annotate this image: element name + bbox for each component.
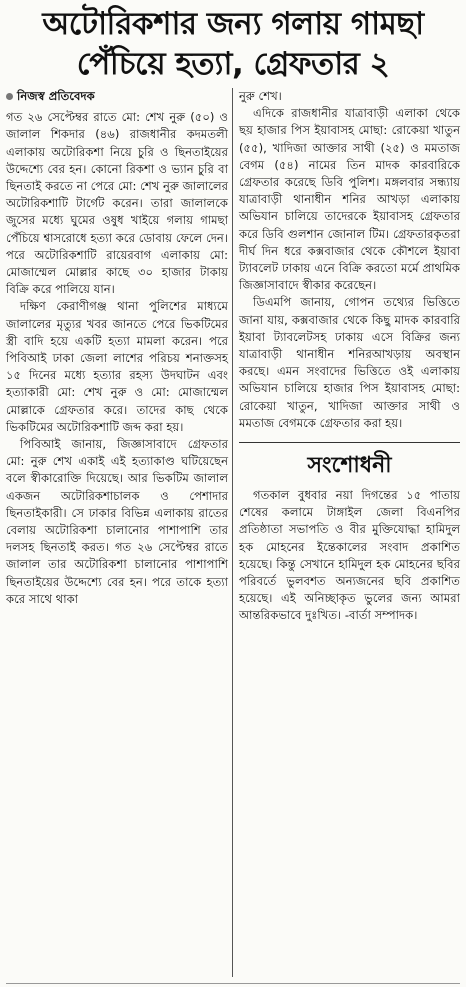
- bottom-rule: [6, 983, 460, 984]
- article-paragraph-1: গত ২৬ সেপ্টেম্বর রাতে মো: শেখ নুরু (৫০) ও জালাল শিকদার (৪৬) রাজধানীর কদমতলী এলাকায় অটোরিকশা নিয়ে চুরি ও ছিনতাইয়ের উদ্দেশ্যে বের হন। কোনো রিকশা ও ভ্যান চুরি বা ছিনতাই করতে না পেরে মো: শেখ নুরু জালালের অটোরিকশাটি টার্গেট করেন। তারা জালালকে জুসের মধ্যে ঘুমের ওষুধ খাইয়ে গলায় গামছা পেঁচিয়ে শ্বাসরোধে হত্যা করে ডোবায় ফেলে দেন। পরে অটোরিকশাটি রায়েরবাগ এলাকায় মো: মোজাম্মেল মোল্লার কাছে ৩০ হাজার টাকায় বিক্রি করে পালিয়ে যান।: [6, 110, 228, 297]
- correction-text: গতকাল বুধবার নয়া দিগন্তের ১৫ পাতায় শেষের কলামে টাঙ্গাইল জেলা বিএনপির প্রতিষ্ঠাতা সভাপতি ও বীর মুক্তিযোদ্ধা হামিদুল হক মোহনের ইন্তেকালের সংবাদ প্রকাশিত হয়েছে। কিন্তু সেখানে হামিদুল হক মোহনের ছবির পরিবর্তে ভুলবশত অন্যজনের ছবি প্রকাশিত হয়েছে। এই অনিচ্ছাকৃত ভুলের জন্য আমরা আন্তরিকভাবে দুঃখিত। -বার্তা সম্পাদক।: [239, 488, 460, 623]
- byline-text: নিজস্ব প্রতিবেদক: [17, 89, 95, 103]
- section-separator: [239, 442, 460, 443]
- article-columns: [6, 88, 460, 987]
- headline-line-2: পেঁচিয়ে হত্যা, গ্রেফতার ২: [76, 46, 390, 82]
- headline: [6, 4, 460, 84]
- article-paragraph-3: পিবিআই জানায়, জিজ্ঞাসাবাদে গ্রেফতার মো: নুরু শেখ একাই এই হত্যাকাণ্ড ঘটিয়েছেন বলে স্বীকারোক্তি দিয়েছে। আর ভিকটিম জালাল একজন অটোরিকশাচালক ও পেশাদার ছিনতাইকারী। সে ঢাকার বিভিন্ন এলাকায় রাতের বেলায় অটোরিকশা চালানোর পাশাপাশি তার দলসহ ছিনতাই করত। গত ২৬ সেপ্টেম্বর রাতে জালাল তার অটোরিকশা চালানোর পাশাপাশি ছিনতাইয়ের উদ্দেশ্যে বের হন। পরে তাকে হত্যা করে সাথে থাকা: [6, 437, 228, 606]
- article-paragraph-4: এদিকে রাজধানীর যাত্রাবাড়ী এলাকা থেকে ছয় হাজার পিস ইয়াবাসহ মোছা: রোকেয়া খাতুন (৫৫), খাদিজা আক্তার সাথী (২৫) ও মমতাজ বেগম (৫৪) নামের তিন মাদক কারবারিকে গ্রেফতার করেছে ডিবি পুলিশ। মঙ্গলবার সন্ধ্যায় যাত্রাবাড়ী থানাধীন শনির আখড়া এলাকায় অভিযান চালিয়ে তাদেরকে ইয়াবাসহ গ্রেফতার করে ডিবি গুলশান জোনাল টিম। গ্রেফতারকৃতরা দীর্ঘ দিন ধরে কক্সবাজার থেকে কৌশলে ইয়াবা ট্যাবলেট ঢাকায় এনে বিক্রি করতো মর্মে প্রাথমিক জিজ্ঞাসাবাদে স্বীকার করেছেন।: [239, 106, 460, 293]
- article-paragraph-2: দক্ষিণ কেরাণীগঞ্জ থানা পুলিশের মাধ্যমে জালালের মৃত্যুর খবর জানতে পেরে ভিকটিমের স্ত্রী বাদি হয়ে একটি হত্যা মামলা করেন। পরে পিবিআই ঢাকা জেলা লাশের পরিচয় শনাক্তসহ ১৫ দিনের মধ্যে হত্যার রহস্য উদঘাটন এবং হত্যাকারী মো: শেখ নুরু ও মো: মোজাম্মেল মোল্লাকে গ্রেফতার করে। তাদের কাছ থেকে ভিকটিমের অটোরিকশাটি জব্দ করা হয়।: [6, 299, 228, 434]
- correction-title: সংশোধনী: [307, 453, 392, 479]
- headline-line-1: অটোরিকশার জন্য গলায় গামছা: [42, 6, 424, 42]
- bullet-icon: [6, 93, 13, 100]
- column-divider: [232, 88, 233, 977]
- article-paragraph-5: ডিএমপি জানায়, গোপন তথ্যের ভিত্তিতে জানা যায়, কক্সবাজার থেকে কিছু মাদক কারবারি ইয়াবা ট্যাবলেটসহ ঢাকায় এসে বিক্রির জন্য যাত্রাবাড়ী থানাধীন শনিরআখড়ায় অবস্থান করছে। এমন সংবাদের ভিত্তিতে ওই এলাকায় অভিযান চালিয়ে হাজার পিস ইয়াবাসহ মোছা: রোকেয়া খাতুন, খাদিজা আক্তার সাথী ও মমতাজ বেগমকে গ্রেফতার করা হয়।: [239, 295, 460, 430]
- article-continuation: নুরু শেখ।: [239, 89, 282, 103]
- left-column: [6, 88, 228, 608]
- byline: [6, 88, 228, 105]
- right-column: [239, 88, 460, 625]
